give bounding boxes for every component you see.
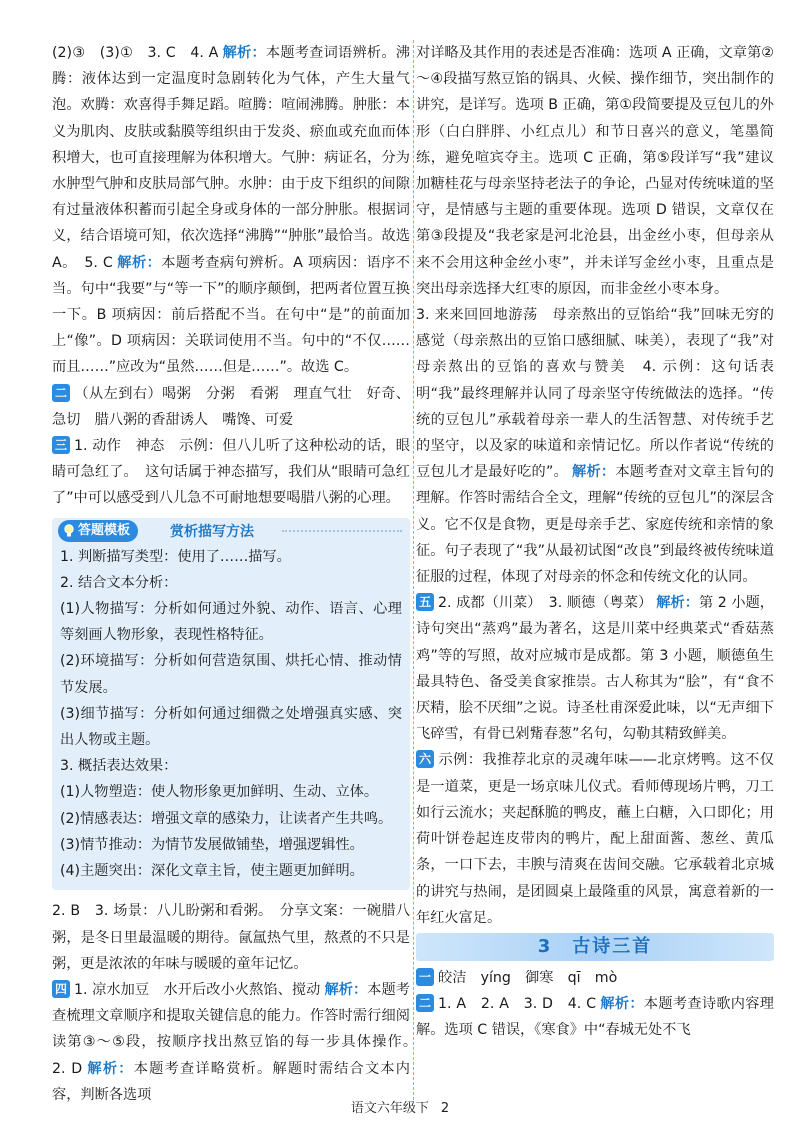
answer-keys: 2. 成都（川菜） 3. 顺德（粤菜）: [438, 595, 653, 612]
analysis-text: 本题考查词语辨析。沸腾：液体达到一定温度时急剧转化为气体，产生大量气泡。欢腾：欢喜得手舞足蹈。喧腾：喧闹沸腾。肿胀：本义为肌肉、皮肤或黏膜等组织由于发炎、瘀血或充血而体积增大，也可直接理解为体积增大。气肿：病证名，分为水肿型气肿和皮肤局部气肿。水肿：由于皮下组织的间隙有过量液体积蓄而引起全身或身体的一部分肿胀。根据词义，结合语境可知，依次选择“沸腾”“肿胀”最恰当。故选 A。 5. C: [52, 45, 410, 271]
section-number-badge: 二: [416, 994, 434, 1012]
section-number-badge: 五: [416, 593, 434, 611]
answer-template-box: [52, 518, 410, 891]
analysis-text: 本题考查诗歌内容理解。选项 C 错误，《寒食》中“春城无处不飞: [416, 996, 774, 1039]
answer-keys: 1. 凉水加豆 水开后改小火熬馅、搅动: [74, 981, 321, 998]
page-number: 2: [440, 1101, 450, 1116]
section-5-answers: [416, 590, 774, 747]
analysis-label: 解析：: [656, 595, 699, 612]
section-text: （从左到右）喝粥 分粥 看粥 理直气壮 好奇、急切 腊八粥的香甜诱人 嘴馋、可爱: [52, 385, 410, 428]
answer-block-1: [52, 40, 410, 381]
template-line: (4)主题突出：深化文章主旨，使主题更加鲜明。: [60, 863, 364, 880]
lesson-title-bar: 3 古诗三首: [416, 933, 774, 961]
lesson-section-2: [416, 991, 774, 1043]
analysis-label: 解析：: [324, 981, 368, 998]
analysis-text: 本题考查病句辨析。A 项病因：语序不当。句中“我要”与“等一下”的顺序颠倒，把两者位置互换一下。B 项病因：前后搭配不当。在句中“是”的前面加上“像”。D 项病因：关联词使用不当。句中的“不仅……而且……”应改为“虽然……但是……”。故选 C。: [52, 254, 410, 376]
answer-block-4: 2. B 3. 场景：八儿盼粥和看粥。 分享文案：一碗腊八粥，是冬日里最温暖的期待。氤氲热气里，熬煮的不只是粥，更是浓浓的年味与暖暖的童年记忆。: [52, 903, 410, 972]
template-line: (2)情感表达：增强文章的感染力，让读者产生共鸣。: [60, 810, 393, 827]
template-line: (3)情节推动：为情节发展做铺垫，增强逻辑性。: [60, 836, 364, 853]
section-text: 皎洁 yíng 御寒 qī mò: [438, 969, 618, 986]
answer-keys: 1. A 2. A 3. D 4. C: [438, 996, 597, 1013]
section-3-answers: [52, 433, 410, 512]
template-line: (2)环境描写：分析如何营造氛围、烘托心情、推动情节发展。: [60, 653, 402, 696]
section-4-answers: [52, 977, 425, 1108]
answer-block-continued: 对详略及其作用的表述是否准确：选项 A 正确，文章第②～④段描写熬豆馅的锅具、火候、操作细节，突出制作的讲究，是详写。选项 B 正确，第①段简要提及豆包儿的外形（白白胖胖、小红点儿）和节日喜兴的意义，笔墨简练，避免喧宾夺主。选项 C 正确，第⑤段详写“我”建议加糖桂花与母亲坚持老法子的争论，凸显对传统味道的坚守，是情感与主题的重要体现。选项 D 错误，文章仅在第③段提及“我老家是河北沧县，出金丝小枣，但母亲从来不会用这种金丝小枣”，并未详写金丝小枣，且重点是突出母亲选择大红枣的原因，而非金丝小枣本身。: [416, 45, 774, 297]
section-number-badge: 二: [52, 384, 70, 402]
page-footer: [0, 1097, 800, 1116]
section-2-answers: [52, 381, 410, 433]
column-divider: [413, 40, 414, 1100]
lightbulb-icon: [63, 524, 75, 538]
answer-block-3-4: [416, 302, 774, 590]
section-text: 1. 动作 神态 示例：但八儿听了这种松动的话，眼睛可急红了。 这句话属于神态描写，我们从“眼睛可急红了”中可以感受到八儿急不可耐地想要喝腊八粥的心理。: [52, 438, 410, 507]
section-number-badge: 一: [416, 968, 434, 986]
template-line: (1)人物塑造：使人物形象更加鲜明、生动、立体。: [60, 784, 379, 801]
footer-subject: 语文六年级下: [350, 1101, 429, 1116]
template-decoration: [282, 530, 402, 532]
section-6-answers: [416, 747, 774, 930]
analysis-text: 第 2 小题，诗句突出“蒸鸡”最为著名，这是川菜中经典菜式“香菇蒸鸡”等的写照，故对应城市是成都。第 3 小题，顺德鱼生最具特色、备受美食家推崇。古人称其为“脍”，有“食不厌精，脍不厌细”之说。诗圣杜甫深爱此味，以“无声细下飞碎雪，有骨已剁觜春葱”名句，勾勒其精致鲜美。: [416, 595, 774, 743]
lesson-section-1: [416, 965, 774, 991]
template-title: 赏析描写方法: [170, 523, 254, 540]
answer-keys: (2)③ (3)① 3. C 4. A: [52, 45, 219, 61]
analysis-label: 解析：: [116, 254, 162, 271]
analysis-label: 解析：: [86, 1060, 134, 1077]
template-line: 3. 概括表达效果：: [60, 758, 178, 775]
analysis-label: 解析：: [222, 45, 266, 61]
template-line: (1)人物描写：分析如何通过外貌、动作、语言、心理等刻画人物形象，表现性格特征。: [60, 601, 402, 644]
analysis-text: 本题考查梳理文章顺序和提取关键信息的能力。作答时需行细阅读第③～⑤段，按顺序找出熬豆馅的每一步具体操作。 2. D: [52, 981, 425, 1077]
section-number-badge: 三: [52, 436, 70, 454]
section-text: 示例：我推荐北京的灵魂年味——北京烤鸭。这不仅是一道菜，更是一场京味儿仪式。看师傅现场片鸭，刀工如行云流水；夹起酥脆的鸭皮，蘸上白糖，入口即化；用荷叶饼卷起连皮带肉的鸭片，配上甜面酱、葱丝、黄瓜条，一口下去，丰腴与清爽在齿间交融。它承载着北京城的讲究与热闹，是团圆桌上最隆重的风景，寓意着新的一年红火富足。: [416, 752, 774, 926]
left-column: [52, 40, 425, 1108]
template-line: 1. 判断描写类型：使用了……描写。: [60, 548, 291, 565]
answer-text: 3. 来来回回地游荡 母亲熬出的豆馅给“我”回味无穷的感觉（母亲熬出的豆馅口感细腻、味美），表现了“我”对母亲熬出的豆馅的喜欢与赞美 4. 示例：这句话表明“我”最终理解并认同了母亲坚守传统做法的选择。“传统的豆包儿”承载着母亲一辈人的生活智慧、对传统手艺的坚守，以及家的味道和亲情记忆。所以作者说“传统的豆包儿才是最好吃的”。: [416, 307, 774, 481]
template-tag: [58, 520, 138, 542]
template-tag-label: 答题模板: [78, 522, 131, 538]
section-number-badge: 四: [52, 980, 70, 998]
template-line: 2. 结合文本分析：: [60, 574, 178, 591]
analysis-label: 解析：: [600, 996, 644, 1013]
analysis-text: 本题考查详略赏析。解题时需结合文本内容，判断各选项: [52, 1060, 410, 1103]
template-header: [52, 518, 410, 544]
analysis-text: 本题考查对文章主旨句的理解。作答时需结合全文，理解“传统的豆包儿”的深层含义。它不仅是食物，更是母亲手艺、家庭传统和亲情的象征。句子表现了“我”从最初试图“改良”到最终被传统味道征服的过程，体现了对母亲的怀念和传统文化的认同。: [416, 464, 774, 586]
analysis-label: 解析：: [572, 464, 616, 481]
template-line: (3)细节描写：分析如何通过细微之处增强真实感、突出人物或主题。: [60, 705, 402, 749]
section-number-badge: 六: [416, 750, 434, 768]
right-column: [416, 40, 774, 1044]
